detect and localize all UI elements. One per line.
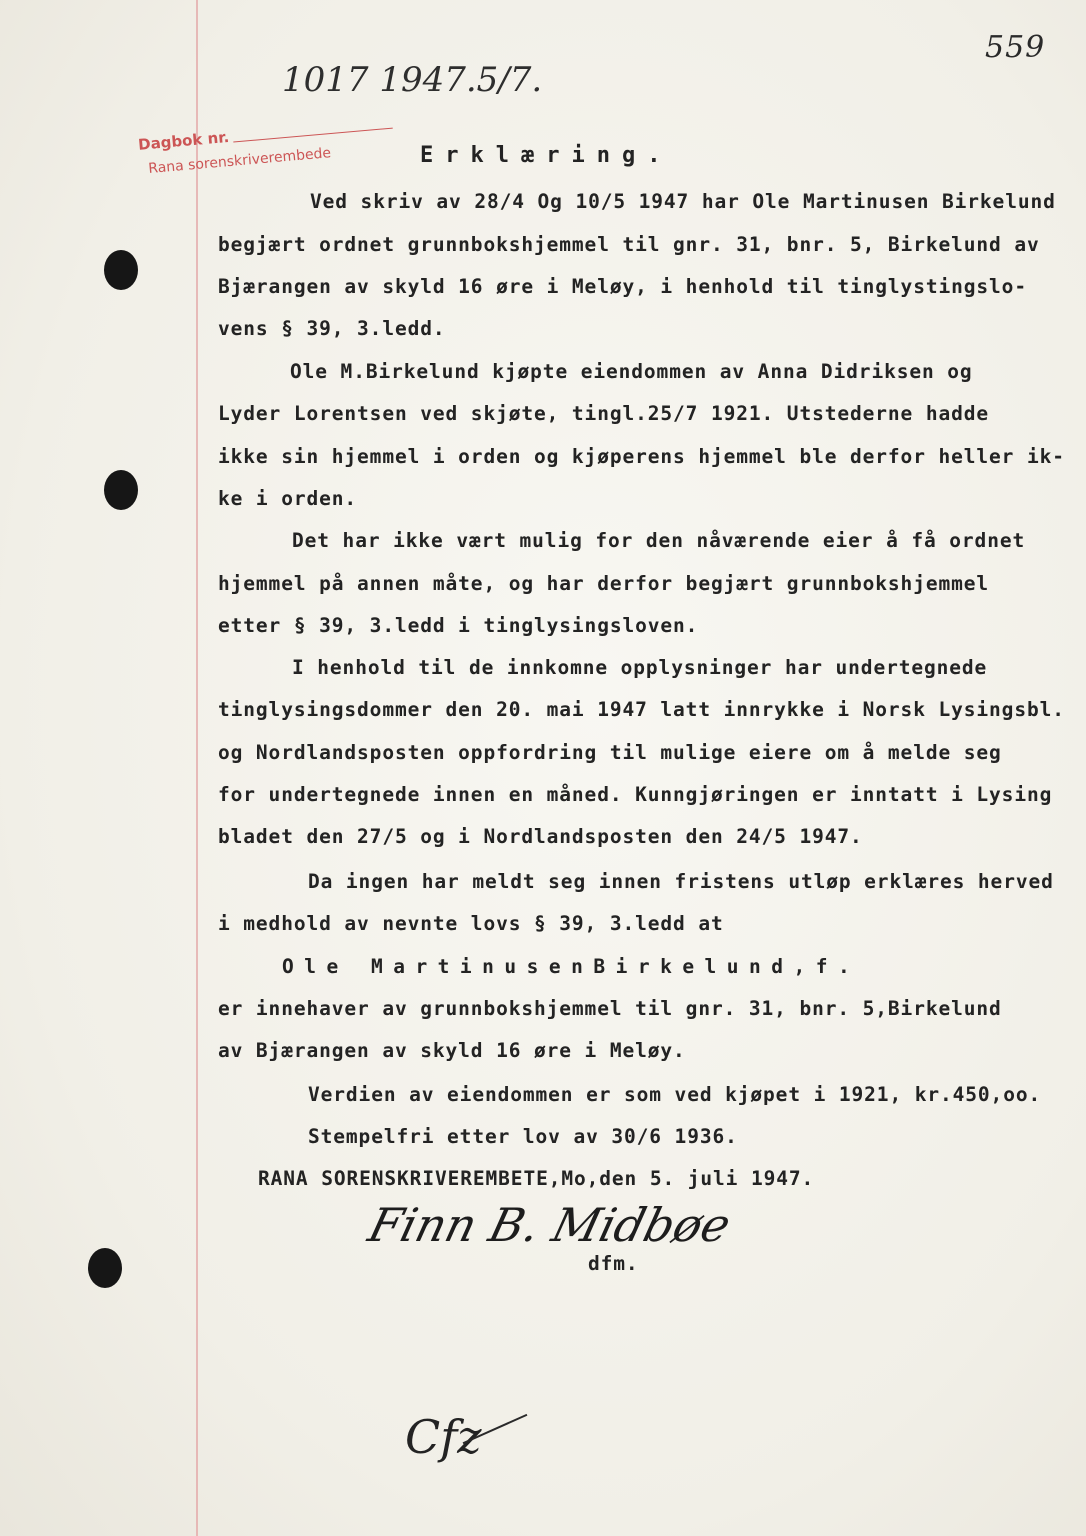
registry-stamp [135, 84, 411, 187]
owner-name-line: Ole MartinusenBirkelund,f. [282, 955, 861, 978]
text-line: og Nordlandsposten oppfordring til mulige eiere om å melde seg [218, 741, 1002, 764]
text-line: i medhold av nevnte lovs § 39, 3.ledd at [218, 912, 724, 935]
text-line: Det har ikke vært mulig for den nåværende eier å få ordnet [292, 529, 1026, 552]
text-line: hjemmel på annen måte, og har derfor begjært grunnbokshjemmel [218, 572, 990, 595]
text-line: Ved skriv av 28/4 Og 10/5 1947 har Ole Martinusen Birkelund [310, 190, 1056, 213]
text-line: Bjærangen av skyld 16 øre i Meløy, i henhold til tinglystingslo- [218, 275, 1027, 298]
document-heading: Erklæring. [420, 143, 673, 168]
text-line: ikke sin hjemmel i orden og kjøperens hjemmel ble derfor heller ik- [218, 445, 1065, 468]
text-line: vens § 39, 3.ledd. [218, 317, 446, 340]
stamp-line-1: Dagbok nr. [137, 127, 230, 154]
text-line: Lyder Lorentsen ved skjøte, tingl.25/7 1921. Utstederne hadde [218, 402, 990, 425]
page-number: 559 [985, 30, 1046, 65]
signature: Finn B. Midbøe [363, 1198, 736, 1252]
margin-line [196, 0, 198, 1536]
text-line: etter § 39, 3.ledd i tinglysingsloven. [218, 614, 699, 637]
text-line: RANA SORENSKRIVEREMBETE,Mo,den 5. juli 1947. [258, 1167, 815, 1190]
text-line: Da ingen har meldt seg innen fristens utløp erklæres herved [308, 870, 1054, 893]
text-line: tinglysingsdommer den 20. mai 1947 latt innrykke i Norsk Lysingsbl. [218, 698, 1065, 721]
initials: Cfz [405, 1410, 482, 1464]
text-line: av Bjærangen av skyld 16 øre i Meløy. [218, 1039, 686, 1062]
punch-hole-1 [104, 250, 138, 290]
text-line: ke i orden. [218, 487, 358, 510]
text-line: I henhold til de innkomne opplysninger har undertegnede [292, 656, 988, 679]
text-line: begjært ordnet grunnbokshjemmel til gnr. 31, bnr. 5, Birkelund av [218, 233, 1040, 256]
stamp-underline [233, 128, 392, 143]
text-line: Verdien av eiendommen er som ved kjøpet i 1921, kr.450,oo. [308, 1083, 1042, 1106]
text-line: Ole M.Birkelund kjøpte eiendommen av Anna Didriksen og [290, 360, 973, 383]
stamp-line-2: Rana sorenskriverembede [147, 145, 332, 178]
text-line: bladet den 27/5 og i Nordlandsposten den 24/5 1947. [218, 825, 863, 848]
punch-hole-3 [88, 1248, 122, 1288]
text-line: er innehaver av grunnbokshjemmel til gnr. 31, bnr. 5,Birkelund [218, 997, 1002, 1020]
text-line: for undertegnede innen en måned. Kunngjøringen er inntatt i Lysing [218, 783, 1053, 806]
signature-title: dfm. [588, 1252, 639, 1275]
punch-hole-2 [104, 470, 138, 510]
journal-reference: 1017 1947.5/7. [282, 60, 543, 100]
text-line: Stempelfri etter lov av 30/6 1936. [308, 1125, 738, 1148]
